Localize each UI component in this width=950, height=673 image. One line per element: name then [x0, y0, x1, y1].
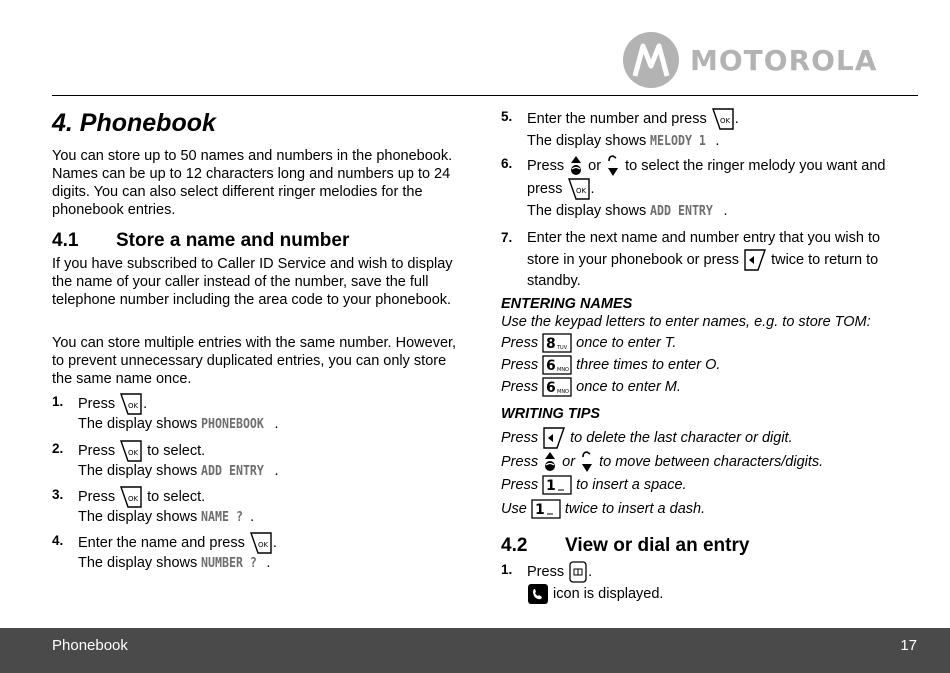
display-text: MELODY 1: [650, 133, 707, 149]
ok-key-icon: [711, 108, 735, 130]
footer-section-name: Phonebook: [52, 637, 128, 654]
brand-wordmark: MOTOROLA: [690, 44, 878, 77]
ok-key-icon: [119, 486, 143, 508]
back-key-icon: [542, 427, 566, 449]
page-number: 17: [900, 637, 917, 654]
step-text-part: twice to return to: [771, 251, 879, 268]
writing-tips-line: [501, 475, 687, 495]
step-text-part: .: [143, 395, 148, 412]
step-text: [527, 108, 739, 130]
step-text-part: to select the ringer melody you want and: [625, 157, 886, 174]
step-display-line: [78, 462, 279, 480]
phone-book-display-icon: [527, 583, 549, 605]
line-text: Use: [501, 500, 527, 517]
step-text-part: Press: [78, 395, 116, 412]
step-text-part: Press: [78, 488, 116, 505]
line-text: to delete the last character or digit.: [570, 429, 793, 446]
step-display-line: [78, 554, 270, 572]
step-display-line: [78, 415, 279, 433]
step-text-part: .: [734, 110, 739, 127]
step-text-line: [527, 178, 595, 200]
display-text: ADD ENTRY: [201, 463, 265, 479]
step-text-part: Press: [78, 442, 116, 459]
back-key-icon: [743, 249, 767, 271]
key-letters: TUV: [557, 345, 568, 351]
section-paragraph: You can store multiple entries with the same number. However, to prevent unnecessary duplicated entries, you can only store the same name once.: [52, 335, 457, 387]
line-text: once to enter T.: [576, 334, 677, 351]
step-item: [52, 532, 472, 572]
line-text: Press: [501, 476, 539, 493]
key-digit: 6: [546, 358, 556, 374]
section-number: 4.1: [52, 230, 79, 251]
key-letters: MNO: [557, 367, 570, 373]
page-header: [0, 0, 950, 96]
step-number: 4.: [52, 533, 64, 548]
step-display-line: [527, 202, 728, 220]
display-label: The display shows: [527, 133, 647, 149]
key-digit: 1: [546, 478, 556, 494]
svg-text:OK: OK: [128, 495, 139, 503]
section-title: Store a name and number: [116, 230, 350, 251]
step-text-part: to select.: [147, 442, 206, 459]
step-text: [527, 155, 885, 177]
display-label: The display shows: [78, 416, 198, 432]
display-label: The display shows: [78, 555, 198, 571]
step-text-part: Enter the name and press: [78, 534, 245, 551]
display-period: .: [266, 555, 271, 571]
step-number: 1.: [501, 562, 513, 577]
step-number: 5.: [501, 109, 513, 124]
up-scroll-key-icon: [568, 155, 584, 177]
down-scroll-key-icon: [579, 451, 595, 473]
display-label: The display shows: [78, 463, 198, 479]
display-text: NAME ?: [201, 509, 244, 525]
step-item: [501, 561, 921, 605]
header-rule: [52, 95, 918, 96]
step-item: [501, 155, 921, 223]
svg-text:OK: OK: [575, 187, 586, 195]
motorola-logo-icon: [623, 32, 679, 88]
step-number: 2.: [52, 441, 64, 456]
step-text-part: to select.: [147, 488, 206, 505]
step-text-part: or: [588, 157, 602, 174]
step-text-part: .: [588, 563, 593, 580]
svg-text:OK: OK: [719, 117, 730, 125]
step-text: [78, 486, 205, 508]
display-period: .: [715, 133, 720, 149]
chapter-title: 4. Phonebook: [52, 109, 216, 137]
step-item: [52, 393, 472, 433]
step-text: [78, 393, 147, 415]
step-text: Enter the next name and number entry that you wish to: [527, 230, 881, 246]
key-6-icon: [542, 355, 572, 375]
step-text: [78, 440, 205, 462]
display-text: ADD ENTRY: [650, 203, 714, 219]
svg-text:OK: OK: [257, 541, 268, 549]
step-text-part: .: [272, 534, 277, 551]
entering-names-intro: Use the keypad letters to enter names, e.g. to store TOM:: [501, 314, 871, 330]
svg-text:OK: OK: [128, 402, 139, 410]
display-period: .: [274, 416, 279, 432]
key-digit: 8: [546, 336, 556, 352]
line-text: Press: [501, 356, 539, 373]
entering-names-line: [501, 355, 720, 375]
display-label: The display shows: [78, 509, 198, 525]
step-item: [52, 440, 472, 480]
key-6-icon: [542, 377, 572, 397]
display-period: .: [723, 203, 728, 219]
display-text: PHONEBOOK: [201, 416, 265, 432]
line-text: Press: [501, 334, 539, 351]
line-text: to move between characters/digits.: [599, 453, 824, 470]
line-text: or: [562, 453, 576, 470]
writing-tips-line: [501, 427, 793, 449]
section-heading-4-2: [501, 535, 749, 557]
phonebook-key-icon: [568, 561, 588, 583]
ok-key-icon: [249, 532, 273, 554]
section-number: 4.2: [501, 535, 528, 556]
entering-names-line: [501, 333, 676, 353]
step-text-part: .: [590, 180, 595, 197]
entering-names-line: [501, 377, 681, 397]
section-title: View or dial an entry: [565, 535, 750, 556]
step-text-part: Press: [527, 157, 565, 174]
writing-tips-heading: WRITING TIPS: [501, 406, 601, 422]
key-1-icon: [542, 475, 572, 495]
line-text: to insert a space.: [576, 476, 687, 493]
display-period: .: [274, 463, 279, 479]
step-text-part: icon is displayed.: [553, 585, 664, 602]
ok-key-icon: [119, 393, 143, 415]
line-text: once to enter M.: [576, 378, 681, 395]
page-footer: [0, 628, 950, 673]
step-item: [501, 229, 921, 293]
key-letters: MNO: [557, 389, 570, 395]
key-1-icon: [531, 499, 561, 519]
section-paragraph: If you have subscribed to Caller ID Service and wish to display the name of your caller instead of the number, save the full telephone number including the area code to your phonebook.: [52, 256, 453, 308]
line-text: twice to insert a dash.: [564, 500, 706, 517]
intro-paragraph: You can store up to 50 names and numbers in the phonebook. Names can be up to 12 characters long and numbers up to 24 digits. You can also select different ringer melodies for the phonebook entries.: [52, 148, 453, 218]
key-digit: 6: [546, 380, 556, 396]
step-text-part: store in your phonebook or press: [527, 251, 739, 268]
ok-key-icon: [119, 440, 143, 462]
step-item: [501, 108, 921, 150]
up-scroll-key-icon: [542, 451, 558, 473]
display-period: .: [250, 509, 255, 525]
step-text-line: standby.: [527, 273, 581, 289]
line-text: Press: [501, 429, 539, 446]
step-text-part: Press: [527, 563, 565, 580]
writing-tips-line: [501, 499, 705, 519]
key-8-icon: [542, 333, 572, 353]
step-text-part: press: [527, 180, 563, 197]
step-number: 1.: [52, 394, 64, 409]
step-text: [527, 561, 592, 583]
step-number: 3.: [52, 487, 64, 502]
step-text-line: [527, 583, 663, 605]
section-heading-4-1: [52, 230, 349, 252]
line-text: Press: [501, 453, 539, 470]
step-number: 7.: [501, 230, 513, 245]
step-text: [78, 532, 277, 554]
writing-tips-line: [501, 451, 823, 473]
step-text-part: Enter the number and press: [527, 110, 707, 127]
ok-key-icon: [567, 178, 591, 200]
key-digit: 1: [534, 502, 545, 518]
display-text: NUMBER ?: [201, 555, 258, 571]
step-text-line: [527, 249, 878, 271]
svg-text:OK: OK: [128, 449, 139, 457]
line-text: Press: [501, 378, 539, 395]
display-label: The display shows: [527, 203, 647, 219]
step-number: 6.: [501, 156, 513, 171]
entering-names-heading: ENTERING NAMES: [501, 296, 633, 312]
down-scroll-key-icon: [605, 155, 621, 177]
step-display-line: [78, 508, 254, 526]
step-item: [52, 486, 472, 526]
step-display-line: [527, 132, 719, 150]
line-text: three times to enter O.: [576, 356, 721, 373]
